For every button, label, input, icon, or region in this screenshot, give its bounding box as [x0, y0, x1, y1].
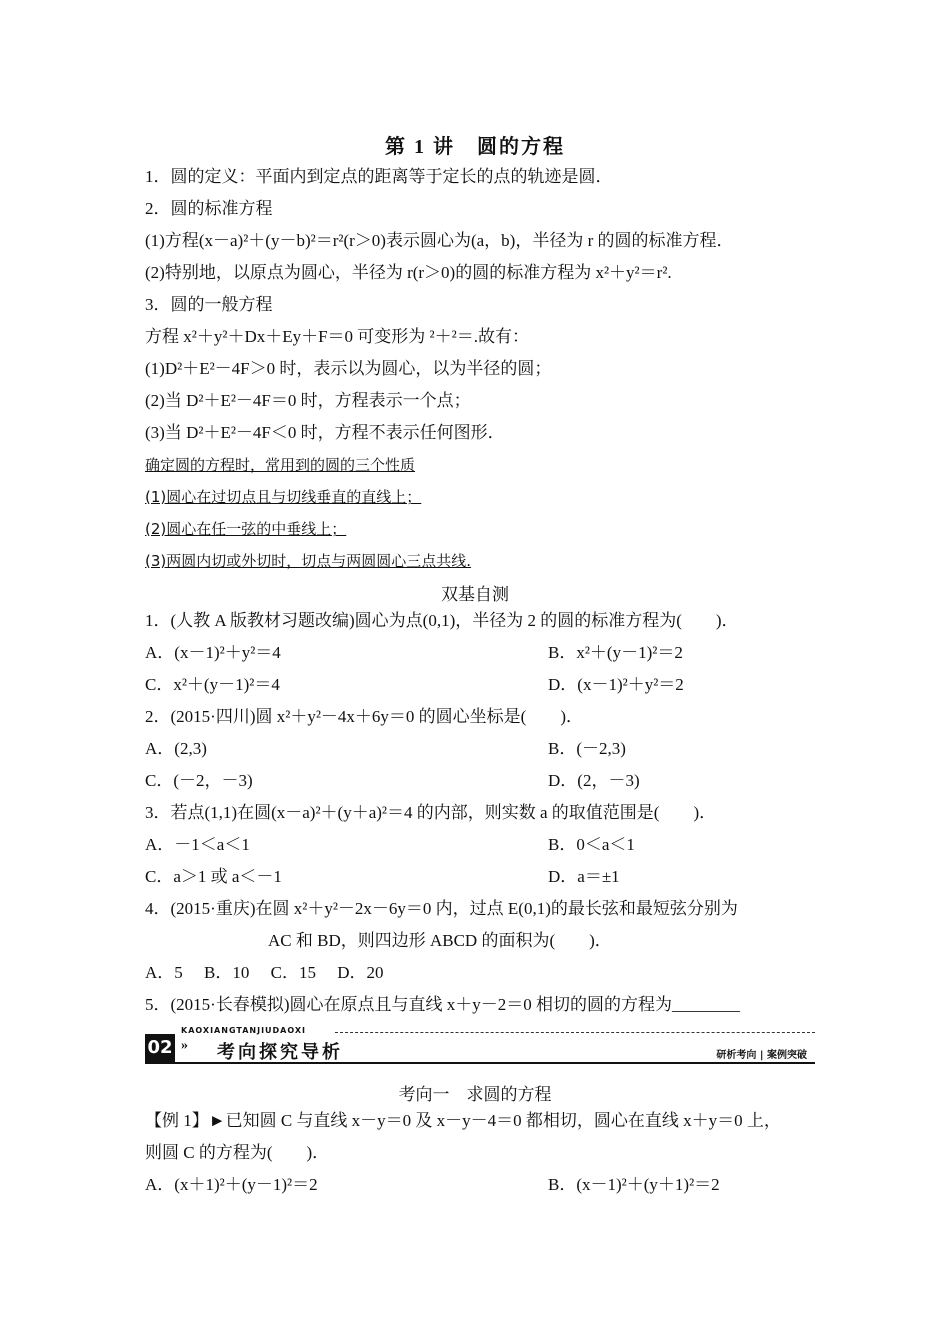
banner-pinyin: KAOXIANGTANJIUDAOXI — [181, 1026, 307, 1035]
question-3-option-d: D．a＝±1 — [548, 867, 620, 886]
page-title: 第 1 讲 圆的方程 — [385, 136, 565, 158]
section-banner — [145, 1026, 815, 1064]
question-1-option-c: C．x²＋(y－1)²＝4 — [145, 675, 280, 694]
definition-line: 1．圆的定义：平面内到定点的距离等于定长的点的轨迹是圆． — [145, 167, 613, 186]
section-heading-direction-1: 考向一 求圆的方程 — [398, 1085, 552, 1104]
heading-standard-eq: 2．圆的标准方程 — [145, 199, 273, 218]
question-1-option-b: B．x²＋(y－1)²＝2 — [548, 643, 683, 662]
question-2: 2．(2015·四川)圆 x²＋y²－4x＋6y＝0 的圆心坐标是( )． — [145, 707, 583, 726]
section-heading-self-test: 双基自测 — [441, 585, 509, 604]
standard-eq-line-1: (1)方程(x－a)²＋(y－b)²＝r²(r＞0)表示圆心为(a，b)，半径为 r 的圆的标准方程． — [145, 231, 734, 250]
banner-subtitle: 研析考向 | 案例突破 — [716, 1050, 807, 1061]
double-chevron-icon: » — [181, 1038, 188, 1053]
question-2-option-c: C．(－2，－3) — [145, 771, 253, 790]
tip-heading: 确定圆的方程时，常用到的圆的三个性质 — [145, 456, 416, 474]
question-1-option-a: A．(x－1)²＋y²＝4 — [145, 643, 281, 662]
general-eq-case-1: (1)D²＋E²－4F＞0 时，表示以为圆心，以为半径的圆； — [145, 359, 552, 378]
general-eq-case-2: (2)当 D²＋E²－4F＝0 时，方程表示一个点； — [145, 391, 471, 410]
section-number-badge: 02 — [145, 1034, 175, 1062]
question-4-options: A．5 B．10 C．15 D．20 — [145, 963, 384, 982]
question-3-option-c: C．a＞1 或 a＜－1 — [145, 867, 282, 886]
general-eq-line: 方程 x²＋y²＋Dx＋Ey＋F＝0 可变形为 ²＋²＝.故有： — [145, 327, 530, 346]
question-2-option-a: A．(2,3) — [145, 739, 207, 758]
standard-eq-line-2: (2)特别地，以原点为圆心，半径为 r(r＞0)的圆的标准方程为 x²＋y²＝r². — [145, 263, 672, 282]
example-1-option-a: A．(x＋1)²＋(y－1)²＝2 — [145, 1175, 318, 1194]
tip-3: (3)两圆内切或外切时，切点与两圆圆心三点共线. — [145, 552, 472, 570]
question-4: 4．(2015·重庆)在圆 x²＋y²－2x－6y＝0 内，过点 E(0,1)的最长弦和最短弦分别为 — [145, 899, 738, 918]
question-3-option-a: A．－1＜a＜1 — [145, 835, 250, 854]
question-2-option-d: D．(2，－3) — [548, 771, 640, 790]
question-3-option-b: B．0＜a＜1 — [548, 835, 635, 854]
question-1-option-d: D．(x－1)²＋y²＝2 — [548, 675, 684, 694]
example-1-option-b: B．(x－1)²＋(y＋1)²＝2 — [548, 1175, 720, 1194]
banner-dashed-rule — [335, 1032, 815, 1033]
tip-2: (2)圆心在任一弦的中垂线上； — [145, 520, 347, 538]
question-5: 5．(2015·长春模拟)圆心在原点且与直线 x＋y－2＝0 相切的圆的方程为________ — [145, 995, 740, 1014]
tip-1: (1)圆心在过切点且与切线垂直的直线上； — [145, 488, 422, 506]
general-eq-case-3: (3)当 D²＋E²－4F＜0 时，方程不表示任何图形． — [145, 423, 505, 442]
question-2-option-b: B．(－2,3) — [548, 739, 626, 758]
example-1: 【例 1】►已知圆 C 与直线 x－y＝0 及 x－y－4＝0 都相切，圆心在直线 x＋y＝0 上， — [145, 1111, 781, 1130]
banner-heading: 考向探究导析 — [217, 1042, 343, 1063]
heading-general-eq: 3．圆的一般方程 — [145, 295, 273, 314]
question-1: 1．(人教 A 版教材习题改编)圆心为点(0,1)，半径为 2 的圆的标准方程为( )． — [145, 611, 739, 630]
question-3: 3．若点(1,1)在圆(x－a)²＋(y＋a)²＝4 的内部，则实数 a 的取值范围是( )． — [145, 803, 717, 822]
question-4-continued: AC 和 BD，则四边形 ABCD 的面积为( )． — [268, 931, 612, 950]
banner-underline — [145, 1062, 815, 1064]
example-1-continued: 则圆 C 的方程为( )． — [145, 1143, 330, 1162]
